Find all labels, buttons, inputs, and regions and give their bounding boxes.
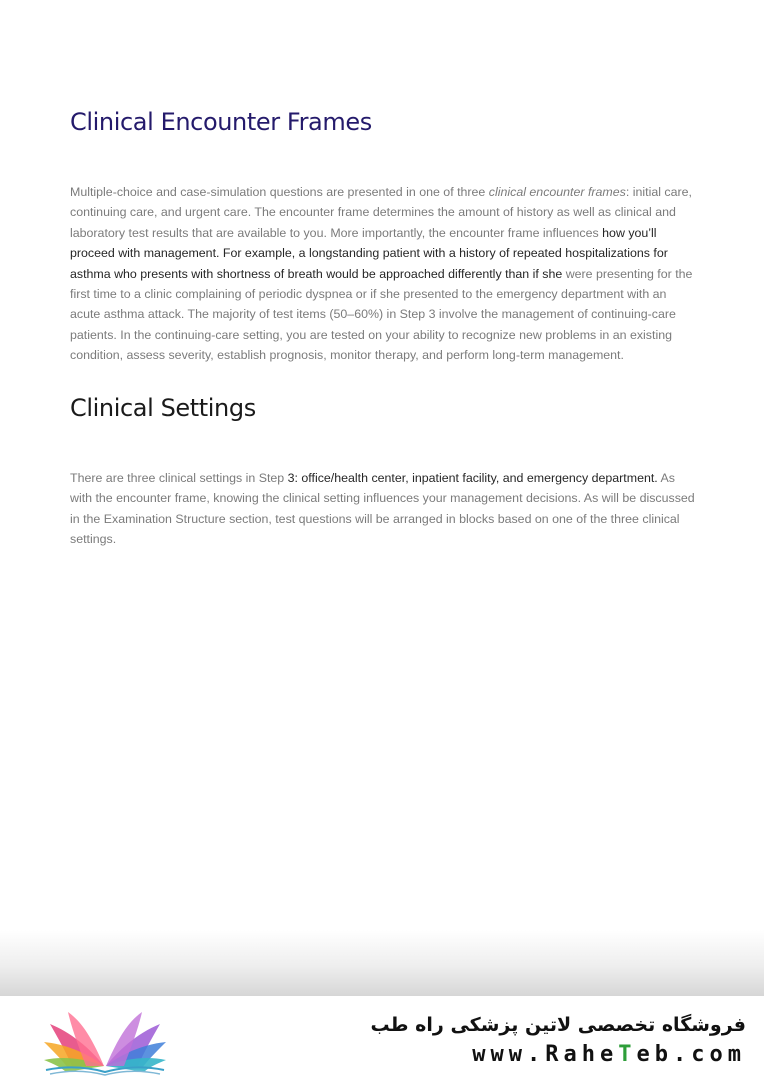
url-accent-letter: T	[618, 1042, 637, 1067]
open-book-logo-icon	[40, 1008, 170, 1076]
paragraph-clinical-settings	[70, 468, 698, 550]
italic-term: clinical encounter frames	[488, 185, 626, 199]
section-title-clinical-encounter-frames: Clinical Encounter Frames	[70, 108, 372, 136]
text-span: Multiple-choice and case-simulation questions are presented in one of three	[70, 185, 489, 199]
url-rest: eb.com	[636, 1042, 746, 1067]
url-letter: R	[545, 1042, 564, 1067]
text-span: : initial care, continuing care, and urgent care. The encounter frame determines the amount of history as well as clinical and laboratory test results that are available to you. More importantly, the encounter frame influences	[70, 185, 692, 240]
dark-text-span: 3: office/health center, inpatient facility, and emergency department.	[287, 471, 658, 485]
paragraph-clinical-encounter-frames	[70, 182, 698, 366]
footer-banner	[0, 996, 764, 1080]
url-prefix: www.	[472, 1042, 546, 1067]
website-url	[472, 1042, 746, 1067]
url-letter: h	[581, 1042, 601, 1067]
url-letter: a	[563, 1042, 582, 1067]
dark-text-span: how you’ll proceed with management. For example, a longstanding patient with a history of repeated hospitalizations for asthma who presents with shortness of breath would be approached differently than if she	[70, 225, 668, 281]
text-span: As with the encounter frame, knowing the clinical setting influences your management decisions. As will be discussed in the Examination Structure section, test questions will be arranged in blocks based on one of the three clinical settings.	[70, 471, 695, 547]
store-name: فروشگاه تخصصی لاتین پزشکی راه طب	[370, 1014, 746, 1036]
url-letter: e	[600, 1042, 619, 1067]
section-title-clinical-settings: Clinical Settings	[70, 394, 256, 422]
footer-shadow	[0, 930, 764, 996]
text-span: There are three clinical settings in Step	[70, 471, 288, 485]
text-span: were presenting for the first time to a clinic complaining of periodic dyspnea or if she presented to the emergency department with an acute asthma attack. The majority of test items (50–60%) in Step 3 involve the management of continuing-care patients. In the continuing-care setting, you are tested on your ability to recognize new problems in an existing condition, assess severity, establish prognosis, monitor therapy, and perform long-term management.	[70, 266, 693, 363]
